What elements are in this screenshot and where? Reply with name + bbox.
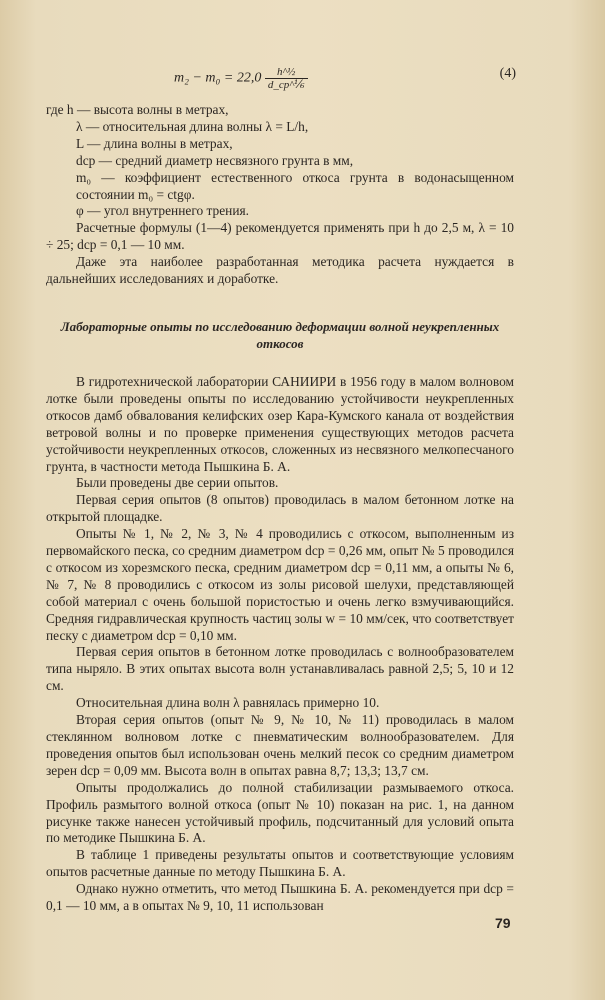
definition-m0: m₀ — коэффициент естественного откоса грунта в водонасыщенном состоянии m₀ = ctgφ.: [76, 169, 514, 202]
body-paragraph: Опыты продолжались до полной стабилизации размываемого откоса. Профиль размытого волной откоса (опыт № 10) показан на рис. 1, на данном рисунке также нанесен устойчивый профиль, подсчитанный для условий опыта по методике Пышкина Б. А.: [46, 779, 514, 846]
equation-4: [46, 58, 514, 102]
body-paragraph: Однако нужно отметить, что метод Пышкина Б. А. рекомендуется при dср = 0,1 — 10 мм, а в опытах № 9, 10, 11 использован: [46, 881, 514, 914]
body-paragraph: Были проведены две серии опытов.: [76, 475, 279, 491]
intro-paragraph: Даже эта наиболее разработанная методика расчета нуждается в дальнейших исследованиях и доработке.: [46, 254, 514, 287]
body-paragraph: Первая серия опытов (8 опытов) проводилась в малом бетонном лотке на открытой площадке.: [46, 492, 514, 525]
body-paragraph: В таблице 1 приведены результаты опытов и соответствующие условиям опытов расчетные данные по методу Пышкина Б. А.: [46, 847, 514, 880]
body-paragraph: Вторая серия опытов (опыт № 9, № 10, № 11) проводилась в малом стеклянном волновом лотке с пневматическим волнообразователем. Для проведения опытов был использован очень мелкий песок со средним диаметром зерен dср = 0,09 мм. Высота волн в опытах равна 8,7; 13,3; 13,7 см.: [46, 712, 514, 778]
equation-denominator: d_ср^⅙: [267, 79, 305, 91]
body-paragraph: Первая серия опытов в бетонном лотке проводилась с волнообразователем типа ныряло. В этих опытах высота волн устанавливалась равной 2,5; 5, 10 и 12 см.: [46, 644, 514, 694]
equation-number: (4): [499, 66, 516, 81]
body-paragraph: Относительная длина волн λ равнялась примерно 10.: [76, 695, 380, 711]
definition-h: где h — высота волны в метрах,: [46, 102, 229, 117]
page-number: 79: [495, 915, 511, 931]
equation-numerator: h^½: [265, 66, 308, 79]
body-paragraph: Опыты № 1, № 2, № 3, № 4 проводились с откосом, выполненным из первомайского песка, со средним диаметром dср = 0,26 мм, опыт № 5 проводился с откосом из хорезмского песка, средним диаметром dср = 0,11 мм, а опыты № 6, № 7, № 8 проводились с откосом из золы рисовой шелухи, представляющей собой материал с очень большой пористостью и очень легко взмучивающийся. Средняя гидравлическая крупность частиц золы w = 10 мм/сек, что соответствует песку с диаметром dср = 0,10 мм.: [46, 526, 514, 643]
definition-L: L — длина волны в метрах,: [76, 135, 233, 151]
intro-paragraph: Расчетные формулы (1—4) рекомендуется применять при h до 2,5 м, λ = 10 ÷ 25; dср = 0,1 — 10 мм.: [46, 220, 514, 253]
definition-d: dср — средний диаметр несвязного грунта в мм,: [76, 152, 354, 168]
definition-phi: φ — угол внутреннего трения.: [76, 203, 250, 219]
equation-formula: [174, 66, 308, 91]
page-content: [46, 58, 514, 915]
equation-lhs: m₂ − m₀ = 22,0: [174, 70, 262, 86]
equation-fraction: [265, 66, 308, 91]
body-paragraph: В гидротехнической лаборатории САНИИРИ в 1956 году в малом волновом лотке были проведены опыты по исследованию устойчивости неукрепленных откосов дамб обвалования келифских озер Кара-Кумского канала от воздействия ветровой волны и по проверке применения существующих методов расчета устойчивости неукрепленных откосов, сложенных из несвязного мелкопесчаного грунта, в частности метода Пышкина Б. А.: [46, 373, 514, 474]
definition-lambda: λ — относительная длина волны λ = L/h,: [76, 118, 309, 134]
section-heading: Лабораторные опыты по исследованию деформации волной неукрепленных откосов: [60, 318, 500, 351]
